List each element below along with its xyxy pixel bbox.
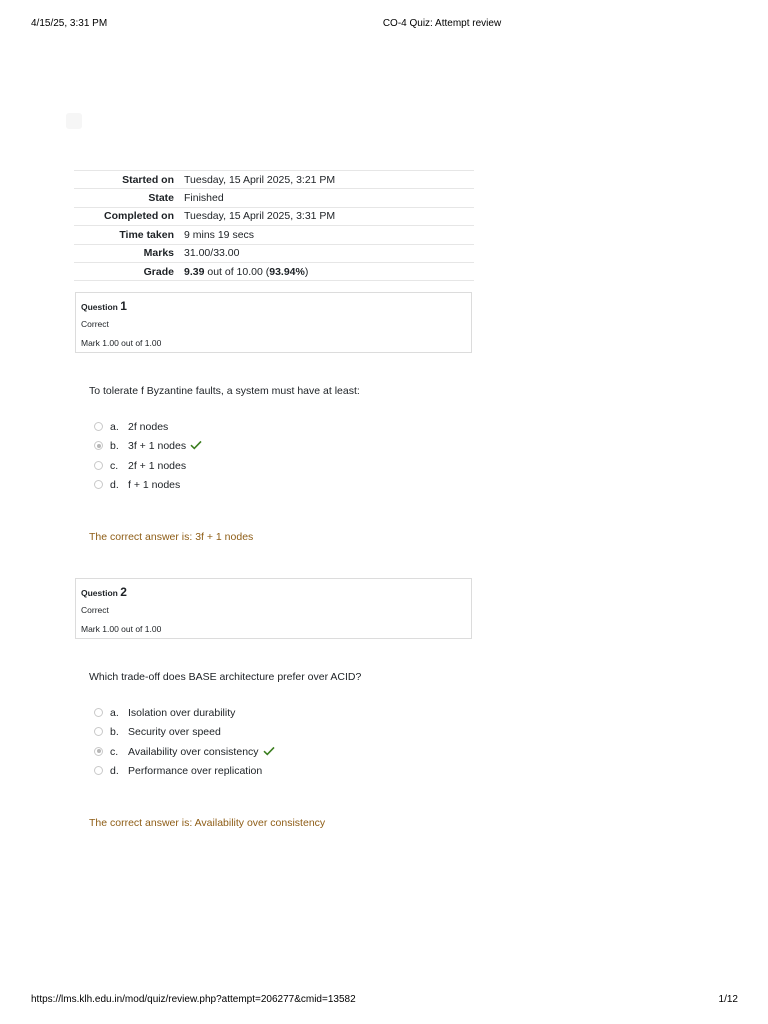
state-label: State (148, 192, 174, 205)
question-number-value: 1 (120, 299, 127, 313)
radio-icon (94, 441, 103, 450)
question-info-box (75, 578, 472, 639)
question-label: Question (81, 588, 118, 598)
radio-icon (94, 422, 103, 431)
answer-letter: b. (110, 440, 119, 453)
question-number (81, 299, 127, 313)
right-answer-feedback: The correct answer is: 3f + 1 nodes (89, 531, 254, 543)
answer-text: Performance over replication (128, 764, 263, 777)
answer-letter: a. (110, 421, 119, 433)
question-mark: Mark 1.00 out of 1.00 (81, 624, 162, 634)
started-on-label: Started on (122, 173, 174, 186)
answer-letter: d. (110, 478, 119, 491)
time-taken-label: Time taken (119, 228, 174, 241)
grade-score: 9.39 (184, 265, 205, 278)
page-number: 1/12 (718, 994, 738, 1005)
radio-icon (94, 747, 103, 756)
grade-label: Grade (143, 265, 174, 278)
answer-letter: b. (110, 726, 119, 739)
grade-out-of: out of 10.00 ( (204, 265, 270, 278)
question-number-value: 2 (120, 585, 127, 599)
question-state: Correct (81, 605, 109, 615)
question-number (81, 585, 127, 599)
answer-letter: d. (110, 764, 119, 777)
summary-row-marks (74, 244, 474, 262)
summary-row-time (74, 226, 474, 244)
started-on-value: Tuesday, 15 April 2025, 3:21 PM (184, 173, 336, 186)
radio-icon (94, 480, 103, 489)
answer-letter: c. (110, 745, 119, 758)
time-taken-value: 9 mins 19 secs (184, 228, 255, 241)
radio-icon (94, 766, 103, 775)
attempt-summary-table (74, 170, 474, 281)
question-mark: Mark 1.00 out of 1.00 (81, 338, 162, 348)
summary-row-state (74, 189, 474, 207)
marks-value: 31.00/33.00 (184, 247, 240, 260)
answer-text: Isolation over durability (128, 707, 236, 719)
completed-on-label: Completed on (104, 210, 174, 223)
question-text: To tolerate f Byzantine faults, a system must have at least: (89, 385, 360, 397)
check-icon (263, 746, 275, 756)
answer-text: 2f + 1 nodes (128, 459, 187, 472)
grade-close-paren: ) (304, 265, 309, 278)
question-state: Correct (81, 319, 109, 329)
page-url: https://lms.klh.edu.in/mod/quiz/review.php?attempt=206277&cmid=13582 (31, 994, 356, 1005)
answer-text: Security over speed (128, 726, 221, 739)
marks-label: Marks (143, 247, 174, 260)
radio-icon (94, 461, 103, 470)
check-icon (190, 440, 202, 450)
question-info-box (75, 292, 472, 353)
completed-on-value: Tuesday, 15 April 2025, 3:31 PM (184, 210, 336, 223)
state-value: Finished (184, 192, 224, 205)
question-label: Question (81, 302, 118, 312)
answer-text-wrap (128, 440, 202, 452)
answer-text: 3f + 1 nodes (128, 440, 187, 453)
faint-logo-icon (66, 113, 82, 129)
answer-text: Availability over consistency (128, 745, 259, 758)
radio-icon (94, 708, 103, 717)
summary-row-grade (74, 262, 474, 280)
right-answer-feedback: The correct answer is: Availability over consistency (89, 817, 326, 829)
answer-text: 2f nodes (128, 421, 169, 433)
answer-letter: c. (110, 459, 119, 472)
answer-text: f + 1 nodes (128, 478, 181, 491)
summary-row-started (74, 171, 474, 189)
grade-percent: 93.94% (269, 265, 305, 278)
print-page-title: CO-4 Quiz: Attempt review (382, 18, 502, 29)
grade-value (179, 262, 474, 280)
print-datetime: 4/15/25, 3:31 PM (31, 18, 108, 29)
radio-icon (94, 727, 103, 736)
answer-letter: a. (110, 707, 119, 719)
question-text: Which trade-off does BASE architecture prefer over ACID? (89, 671, 362, 683)
summary-row-completed (74, 207, 474, 225)
answer-text-wrap (128, 746, 275, 758)
